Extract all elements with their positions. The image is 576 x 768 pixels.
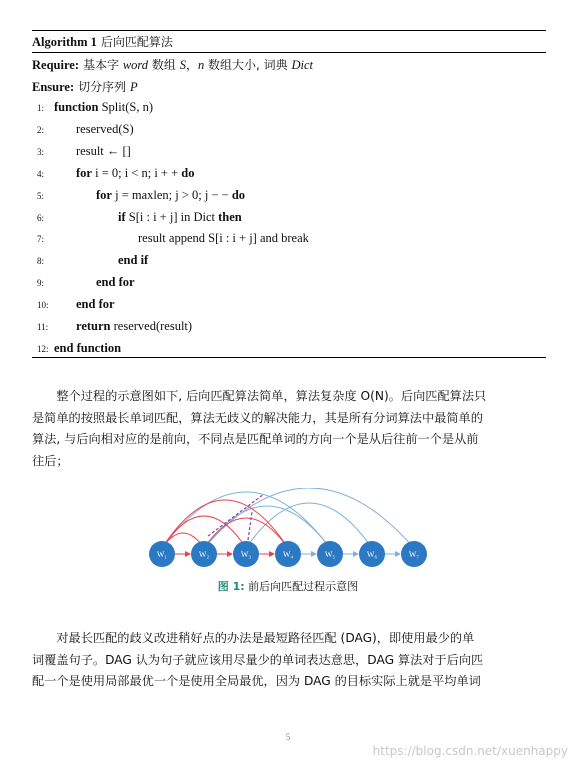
line-content bbox=[96, 188, 245, 203]
dag-figure bbox=[140, 488, 440, 570]
line-number: 2: bbox=[37, 124, 45, 135]
paragraph-line: 整个过程的示意图如下, 后向匹配算法简单，算法复杂度 O(N)。后向匹配算法只 bbox=[32, 389, 487, 403]
word-node-label: W₂ bbox=[198, 550, 210, 559]
keyword: do bbox=[231, 187, 246, 202]
keyword: end for bbox=[96, 275, 135, 290]
keyword: end for bbox=[76, 297, 115, 312]
require-label: Require: bbox=[32, 58, 79, 72]
line-number: 1: bbox=[37, 103, 45, 113]
algorithm-title-rule bbox=[32, 52, 546, 53]
algorithm-top-rule bbox=[32, 30, 546, 31]
line-content bbox=[76, 297, 115, 312]
line-number: 10: bbox=[37, 300, 49, 311]
require-text: 基本字 bbox=[82, 58, 123, 72]
line-number: 4: bbox=[37, 168, 45, 179]
paragraph-1 bbox=[32, 386, 548, 472]
require-var-word: word bbox=[122, 58, 149, 72]
line-content bbox=[54, 100, 153, 115]
paragraph-line: 往后； bbox=[32, 453, 69, 468]
require-text: 数组 bbox=[148, 58, 180, 72]
line-content bbox=[76, 122, 134, 137]
code-text: reserved(result) bbox=[110, 319, 193, 333]
figure-caption-number: 图 1: bbox=[217, 580, 245, 593]
ensure-line bbox=[32, 78, 138, 95]
line-number: 11: bbox=[37, 322, 49, 332]
word-node-label: W₁ bbox=[156, 550, 168, 559]
algorithm-title bbox=[32, 33, 173, 50]
require-var-dict: Dict bbox=[291, 58, 314, 72]
backward-match-arc bbox=[162, 492, 330, 548]
keyword: then bbox=[218, 209, 242, 224]
ensure-text: 切分序列 bbox=[78, 80, 130, 94]
keyword: end if bbox=[118, 253, 149, 268]
line-content bbox=[54, 341, 121, 356]
paragraph-2 bbox=[32, 628, 548, 693]
word-node-label: W₅ bbox=[324, 550, 336, 559]
line-content bbox=[76, 319, 192, 334]
line-number: 5: bbox=[37, 190, 45, 201]
code-text: Split(S, n) bbox=[98, 100, 153, 114]
line-content bbox=[118, 253, 148, 268]
paragraph-line: 是简单的按照最长单词匹配，算法无歧义的解决能力，其是所有分词算法中最简单的 bbox=[32, 410, 483, 425]
keyword: for bbox=[76, 165, 92, 180]
require-text: ， bbox=[185, 58, 198, 72]
page-number: 5 bbox=[285, 732, 291, 742]
code-text: i = 0; i < n; i + + bbox=[91, 165, 182, 180]
code-text: reserved(S) bbox=[76, 121, 134, 136]
algorithm-label: Algorithm 1 bbox=[32, 35, 97, 49]
word-node-label: W₄ bbox=[282, 550, 294, 559]
code-text: result ← [] bbox=[76, 143, 131, 158]
keyword: do bbox=[181, 165, 195, 180]
backward-match-arc bbox=[204, 488, 414, 548]
line-content bbox=[76, 144, 131, 159]
algorithm-name: 后向匹配算法 bbox=[100, 35, 173, 49]
backward-match-arc bbox=[246, 503, 372, 548]
line-content bbox=[76, 166, 195, 181]
ensure-label: Ensure: bbox=[32, 80, 75, 94]
keyword: for bbox=[96, 187, 112, 202]
line-number: 6: bbox=[37, 212, 45, 223]
code-text: j = maxlen; j > 0; j − − bbox=[111, 187, 232, 202]
purple-dashed-guide bbox=[248, 512, 252, 540]
keyword: function bbox=[54, 100, 99, 114]
code-text: S[i : i + j] in Dict bbox=[125, 209, 219, 224]
word-node-label: W₃ bbox=[240, 550, 252, 559]
figure-caption bbox=[0, 578, 576, 594]
keyword: if bbox=[118, 209, 126, 224]
paragraph-line: 算法, 与后向相对应的是前向，不同点是匹配单词的方向一个是从后往前一个是从前 bbox=[32, 432, 479, 446]
line-number: 3: bbox=[37, 146, 45, 157]
require-var-n: n bbox=[197, 58, 205, 72]
line-number: 9: bbox=[37, 278, 45, 289]
line-content bbox=[138, 231, 309, 246]
word-node-label: W₇ bbox=[408, 550, 420, 559]
paragraph-line: 词覆盖句子。DAG 认为句子就应该用尽量少的单词表达意思，DAG 算法对于后向匹 bbox=[32, 652, 484, 667]
line-content bbox=[96, 275, 135, 290]
watermark: https://blog.csdn.net/xuenhappy bbox=[372, 744, 568, 758]
line-number: 7: bbox=[37, 234, 45, 245]
keyword: end function bbox=[54, 340, 122, 355]
figure-caption-text: 前后向匹配过程示意图 bbox=[244, 580, 359, 593]
purple-dashed-guide bbox=[208, 494, 264, 536]
paragraph-line: 配一个是使用局部最优一个是使用全局最优，因为 DAG 的目标实际上就是平均单词 bbox=[32, 674, 481, 688]
keyword: return bbox=[76, 319, 111, 333]
require-line bbox=[32, 56, 313, 73]
require-text: 数组大小, 词典 bbox=[204, 58, 292, 72]
require-var-s: S bbox=[179, 58, 186, 72]
line-number: 12: bbox=[37, 343, 49, 354]
word-node-label: W₆ bbox=[366, 550, 378, 559]
paragraph-line: 对最长匹配的歧义改进稍好点的办法是最短路径匹配 (DAG)，即使用最少的单 bbox=[32, 631, 475, 645]
ensure-var-p: P bbox=[129, 80, 138, 94]
line-content bbox=[118, 210, 242, 225]
code-text: result append S[i : i + j] and break bbox=[138, 231, 309, 246]
algorithm-bottom-rule bbox=[32, 357, 546, 358]
line-number: 8: bbox=[37, 256, 45, 267]
